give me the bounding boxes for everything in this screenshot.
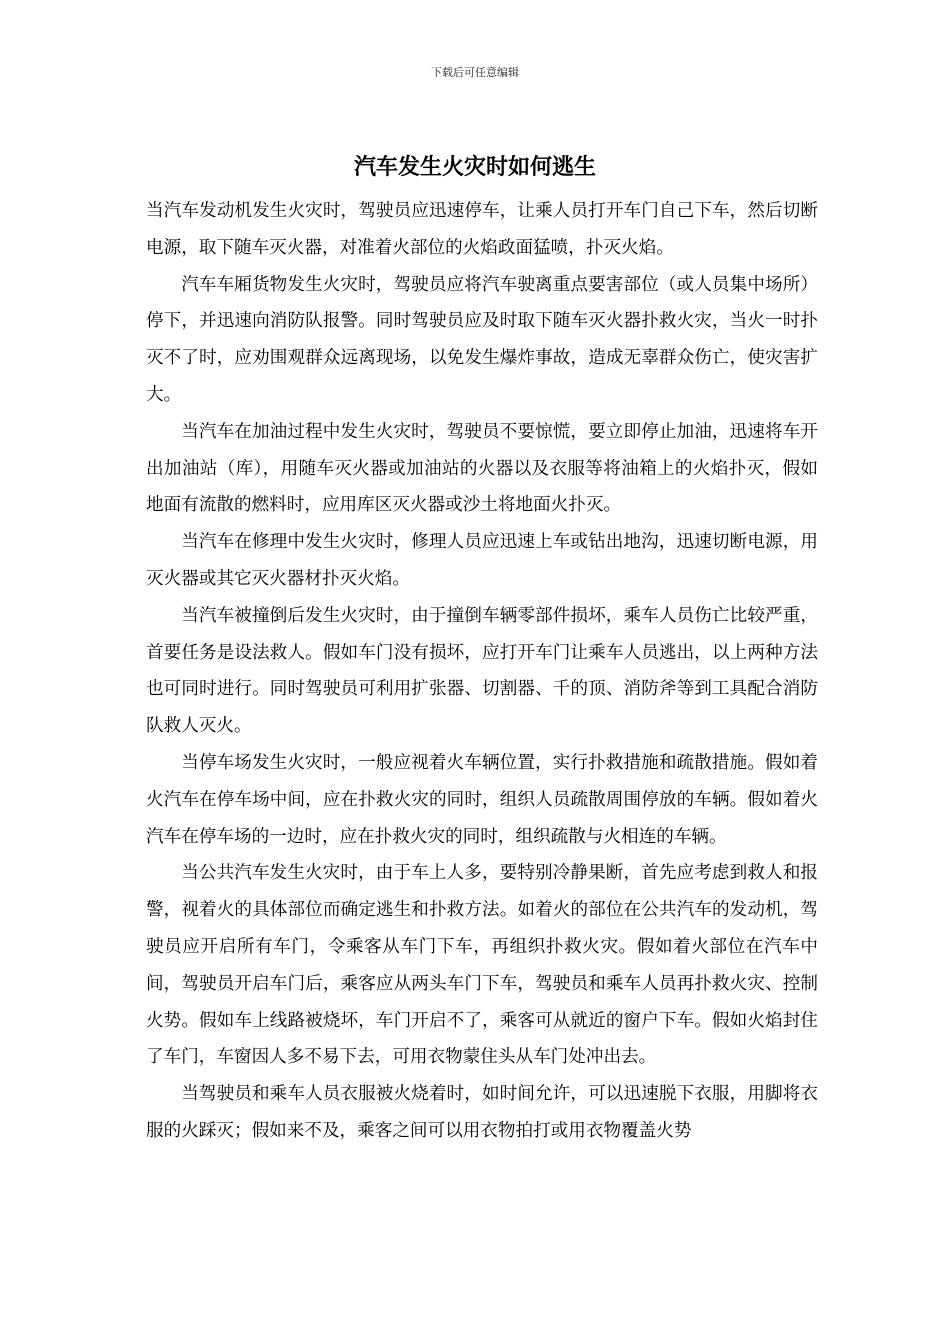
paragraph-repair-fire: 当汽车在修理中发生火灾时，修理人员应迅速上车或钻出地沟，迅速切断电源，用灭火器或其它灭火器材扑灭火焰。 xyxy=(146,532,818,589)
document-body xyxy=(146,193,818,1150)
paragraph-collision-fire: 当汽车被撞倒后发生火灾时，由于撞倒车辆零部件损坏，乘车人员伤亡比较严重，首要任务是设法救人。假如车门没有损坏，应打开车门让乘车人员逃出，以上两种方法也可同时进行。同时驾驶员可利用扩张器、切割器、千的顶、消防斧等到工具配合消防队救人灭火。 xyxy=(146,605,818,737)
paragraph-bus-fire: 当公共汽车发生火灾时，由于车上人多，要特别冷静果断，首先应考虑到救人和报警，视着火的具体部位而确定逃生和扑救方法。如着火的部位在公共汽车的发动机，驾驶员应开启所有车门，令乘客从车门下车，再组织扑救火灾。假如着火部位在汽车中间，驾驶员开启车门后，乘客应从两头车门下车，驾驶员和乘车人员再扑救火灾、控制火势。假如车上线路被烧坏，车门开启不了，乘客可从就近的窗户下车。假如火焰封住了车门，车窗因人多不易下去，可用衣物蒙住头从车门处冲出去。 xyxy=(146,863,818,1068)
paragraph-clothing-fire: 当驾驶员和乘车人员衣服被火烧着时，如时间允许，可以迅速脱下衣服，用脚将衣服的火踩灭；假如来不及，乘客之间可以用衣物拍打或用衣物覆盖火势 xyxy=(146,1084,818,1141)
page-header-note: 下载后可任意编辑 xyxy=(431,66,519,79)
paragraph-cargo-fire: 汽车车厢货物发生火灾时，驾驶员应将汽车驶离重点要害部位（或人员集中场所）停下，并迅速向消防队报警。同时驾驶员应及时取下随车灭火器扑救火灾，当火一时扑灭不了时，应劝围观群众远离现场，以免发生爆炸事故，造成无辜群众伤亡，使灾害扩大。 xyxy=(146,274,818,405)
paragraph-refueling-fire: 当汽车在加油过程中发生火灾时，驾驶员不要惊慌，要立即停止加油，迅速将车开出加油站（库），用随车灭火器或加油站的火器以及衣服等将油箱上的火焰扑灭，假如地面有流散的燃料时，应用库区灭火器或沙土将地面火扑灭。 xyxy=(146,421,818,516)
paragraph-engine-fire: 当汽车发动机发生火灾时，驾驶员应迅速停车，让乘人员打开车门自己下车，然后切断电源，取下随车灭火器，对准着火部位的火焰政面猛喷，扑灭火焰。 xyxy=(146,201,818,258)
paragraph-parking-lot-fire: 当停车场发生火灾时，一般应视着火车辆位置，实行扑救措施和疏散措施。假如着火汽车在停车场中间，应在扑救火灾的同时，组织人员疏散周围停放的车辆。假如着火汽车在停车场的一边时，应在扑救火灾的同时，组织疏散与火相连的车辆。 xyxy=(146,752,818,847)
document-title: 汽车发生火灾时如何逃生 xyxy=(353,154,596,180)
